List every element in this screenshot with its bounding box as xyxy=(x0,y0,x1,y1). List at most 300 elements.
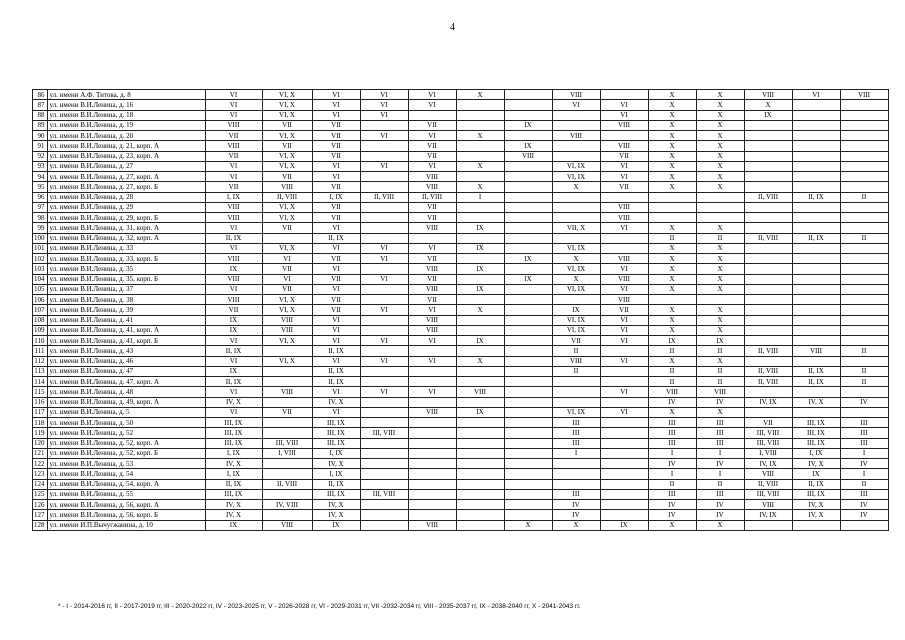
period-cell: X xyxy=(648,254,696,264)
period-cell: X xyxy=(648,325,696,335)
table-row xyxy=(33,264,889,274)
address-cell: ул. имени В.И.Ленина, д. 35 xyxy=(47,264,205,274)
period-cell: VII xyxy=(408,141,456,151)
period-cell: III, IX xyxy=(792,418,840,428)
period-cell: VI xyxy=(262,254,312,264)
period-cell: X xyxy=(648,264,696,274)
period-cell xyxy=(262,428,312,438)
period-cell: VI xyxy=(408,336,456,346)
period-cell xyxy=(792,284,840,294)
row-number: 98 xyxy=(33,213,48,223)
table-row xyxy=(33,520,889,530)
period-cell xyxy=(552,233,600,243)
table-row xyxy=(33,254,889,264)
period-cell: IX xyxy=(504,274,552,284)
period-cell xyxy=(792,305,840,315)
table-row xyxy=(33,336,889,346)
row-number: 116 xyxy=(33,397,48,407)
period-cell: VI xyxy=(312,407,360,417)
period-cell: VIII xyxy=(408,325,456,335)
period-cell: IX xyxy=(205,520,262,530)
period-cell: II, IX xyxy=(312,233,360,243)
period-cell xyxy=(840,202,888,212)
period-cell: IV xyxy=(696,397,744,407)
period-cell xyxy=(504,346,552,356)
period-cell xyxy=(600,366,648,376)
period-cell xyxy=(262,377,312,387)
period-cell: VIII xyxy=(744,500,792,510)
period-cell: I xyxy=(648,448,696,458)
period-cell xyxy=(792,295,840,305)
period-cell xyxy=(408,110,456,120)
period-cell xyxy=(744,223,792,233)
period-cell: III, IX xyxy=(792,489,840,499)
row-number: 91 xyxy=(33,141,48,151)
period-cell: VII xyxy=(262,284,312,294)
period-cell: II xyxy=(840,192,888,202)
period-cell xyxy=(504,377,552,387)
period-cell xyxy=(456,274,504,284)
period-cell: II xyxy=(648,479,696,489)
period-cell xyxy=(504,448,552,458)
period-cell: X xyxy=(696,172,744,182)
period-cell: VI xyxy=(360,336,408,346)
period-cell xyxy=(792,407,840,417)
period-cell xyxy=(504,325,552,335)
period-cell: VII xyxy=(312,202,360,212)
period-cell: X xyxy=(744,100,792,110)
period-cell: IV xyxy=(648,397,696,407)
table-row xyxy=(33,377,889,387)
row-number: 121 xyxy=(33,448,48,458)
address-cell: ул. имени И.П.Вычугжанина, д. 10 xyxy=(47,520,205,530)
period-cell: VIII xyxy=(205,295,262,305)
period-cell: II, VIII xyxy=(744,479,792,489)
period-cell: VI xyxy=(205,100,262,110)
period-cell: X xyxy=(696,141,744,151)
period-cell xyxy=(600,418,648,428)
period-cell xyxy=(840,295,888,305)
period-cell: VI xyxy=(205,336,262,346)
period-cell: VIII xyxy=(600,213,648,223)
period-cell: VI xyxy=(205,243,262,253)
period-cell: IV xyxy=(696,500,744,510)
period-cell: III xyxy=(552,418,600,428)
period-cell xyxy=(360,284,408,294)
table-row xyxy=(33,161,889,171)
table-row xyxy=(33,305,889,315)
period-cell xyxy=(360,264,408,274)
period-cell xyxy=(744,315,792,325)
period-cell xyxy=(262,233,312,243)
period-cell: VIII xyxy=(408,520,456,530)
row-number: 124 xyxy=(33,479,48,489)
period-cell: II xyxy=(696,346,744,356)
period-cell xyxy=(504,110,552,120)
period-cell: IV, X xyxy=(792,397,840,407)
period-cell xyxy=(456,120,504,130)
period-cell: III, VIII xyxy=(360,428,408,438)
period-cell: IV, X xyxy=(205,500,262,510)
period-cell: VI xyxy=(792,90,840,100)
address-cell: ул. имени В.И.Ленина, д. 38 xyxy=(47,295,205,305)
period-cell: III, VIII xyxy=(744,428,792,438)
period-cell: VI xyxy=(600,161,648,171)
period-cell: VI xyxy=(600,100,648,110)
address-cell: ул. имени В.И.Ленина, д. 35, корп. Б xyxy=(47,274,205,284)
period-cell: VIII xyxy=(696,387,744,397)
period-cell: VII xyxy=(408,120,456,130)
period-cell xyxy=(504,489,552,499)
period-cell: X xyxy=(696,120,744,130)
period-cell: VII xyxy=(262,223,312,233)
row-number: 115 xyxy=(33,387,48,397)
period-cell xyxy=(552,377,600,387)
period-cell xyxy=(792,243,840,253)
period-cell: X xyxy=(552,274,600,284)
period-cell xyxy=(360,141,408,151)
period-cell: I, IX xyxy=(312,469,360,479)
period-cell xyxy=(456,295,504,305)
period-cell: IV, X xyxy=(312,459,360,469)
row-number: 88 xyxy=(33,110,48,120)
row-number: 118 xyxy=(33,418,48,428)
period-cell xyxy=(600,397,648,407)
period-cell: X xyxy=(456,182,504,192)
period-cell xyxy=(456,479,504,489)
period-cell: VIII xyxy=(600,254,648,264)
address-cell: ул. имени В.И.Ленина, д. 21, корп. А xyxy=(47,141,205,151)
period-cell: X xyxy=(648,356,696,366)
period-cell: IV xyxy=(840,500,888,510)
period-cell: VI, X xyxy=(262,336,312,346)
period-cell xyxy=(360,407,408,417)
period-cell xyxy=(456,315,504,325)
period-cell: VII xyxy=(205,151,262,161)
period-cell xyxy=(360,213,408,223)
period-cell xyxy=(360,233,408,243)
table-row xyxy=(33,325,889,335)
period-cell: VI xyxy=(205,284,262,294)
period-cell xyxy=(408,459,456,469)
period-cell: IV xyxy=(552,510,600,520)
period-cell: IX xyxy=(456,407,504,417)
period-cell xyxy=(600,500,648,510)
period-cell: II, VIII xyxy=(262,479,312,489)
period-cell xyxy=(504,131,552,141)
period-cell xyxy=(408,346,456,356)
table-row xyxy=(33,182,889,192)
period-cell: VII xyxy=(262,120,312,130)
period-cell: IV xyxy=(840,459,888,469)
period-cell: VI xyxy=(312,284,360,294)
table-row xyxy=(33,315,889,325)
period-cell xyxy=(456,489,504,499)
period-cell: IV, X xyxy=(205,510,262,520)
period-cell: II, IX xyxy=(312,366,360,376)
period-cell: X xyxy=(648,90,696,100)
period-cell xyxy=(792,161,840,171)
period-cell: VI xyxy=(408,356,456,366)
address-cell: ул. имени В.И.Ленина, д. 32, корп. А xyxy=(47,233,205,243)
period-cell xyxy=(552,110,600,120)
table-row xyxy=(33,479,889,489)
period-cell xyxy=(840,223,888,233)
period-cell xyxy=(456,510,504,520)
table-row xyxy=(33,510,889,520)
period-cell: VIII xyxy=(408,284,456,294)
table-row xyxy=(33,110,889,120)
period-cell: X xyxy=(696,131,744,141)
period-cell xyxy=(552,469,600,479)
period-cell: IV xyxy=(840,510,888,520)
period-cell xyxy=(840,141,888,151)
period-cell xyxy=(744,141,792,151)
table-row xyxy=(33,243,889,253)
period-cell xyxy=(744,325,792,335)
period-cell: IX xyxy=(205,315,262,325)
period-cell: X xyxy=(552,254,600,264)
period-cell xyxy=(504,315,552,325)
table-row xyxy=(33,397,889,407)
period-cell: IX xyxy=(312,520,360,530)
period-cell xyxy=(504,438,552,448)
period-cell xyxy=(360,120,408,130)
period-cell: VII xyxy=(205,131,262,141)
row-number: 93 xyxy=(33,161,48,171)
period-cell xyxy=(456,428,504,438)
row-number: 110 xyxy=(33,336,48,346)
period-cell: III xyxy=(840,418,888,428)
period-cell xyxy=(360,346,408,356)
period-cell: II xyxy=(648,366,696,376)
row-number: 92 xyxy=(33,151,48,161)
period-cell: IX xyxy=(696,336,744,346)
address-cell: ул. имени В.И.Ленина, д. 55 xyxy=(47,489,205,499)
period-cell xyxy=(360,520,408,530)
period-cell: III xyxy=(552,428,600,438)
period-cell xyxy=(408,377,456,387)
period-cell: II, IX xyxy=(312,346,360,356)
table-row xyxy=(33,284,889,294)
period-cell xyxy=(552,479,600,489)
period-cell: VIII xyxy=(262,520,312,530)
period-cell: VI xyxy=(600,315,648,325)
period-cell xyxy=(600,428,648,438)
period-cell xyxy=(456,459,504,469)
period-cell: X xyxy=(696,274,744,284)
period-cell xyxy=(456,202,504,212)
period-cell xyxy=(840,110,888,120)
period-cell xyxy=(504,397,552,407)
period-cell xyxy=(504,366,552,376)
period-cell: II, IX xyxy=(312,479,360,489)
period-cell: VII xyxy=(408,213,456,223)
period-cell: II xyxy=(840,346,888,356)
period-cell: X xyxy=(552,182,600,192)
period-cell: VI xyxy=(312,336,360,346)
period-cell: IX xyxy=(205,325,262,335)
period-cell: VII xyxy=(262,141,312,151)
period-cell: II xyxy=(552,346,600,356)
period-cell xyxy=(456,346,504,356)
period-cell xyxy=(408,479,456,489)
period-cell: X xyxy=(456,356,504,366)
row-number: 99 xyxy=(33,223,48,233)
row-number: 100 xyxy=(33,233,48,243)
period-cell: VI xyxy=(312,90,360,100)
period-cell: X xyxy=(648,243,696,253)
period-cell: II xyxy=(648,346,696,356)
period-cell: II xyxy=(648,233,696,243)
period-cell xyxy=(840,356,888,366)
period-cell xyxy=(360,479,408,489)
period-cell: VI xyxy=(205,356,262,366)
period-cell: VIII xyxy=(408,172,456,182)
period-cell xyxy=(360,295,408,305)
period-cell: X xyxy=(696,264,744,274)
period-cell xyxy=(504,264,552,274)
period-cell: VI xyxy=(205,161,262,171)
period-cell: I xyxy=(648,469,696,479)
period-cell: VII xyxy=(744,418,792,428)
period-cell xyxy=(552,295,600,305)
period-cell: X xyxy=(696,407,744,417)
period-cell: IX xyxy=(205,366,262,376)
row-number: 104 xyxy=(33,274,48,284)
period-cell: VI xyxy=(360,131,408,141)
period-cell: VI xyxy=(312,110,360,120)
table-row xyxy=(33,131,889,141)
period-cell: IV, IX xyxy=(744,459,792,469)
period-cell: II xyxy=(696,479,744,489)
period-cell xyxy=(840,100,888,110)
period-cell: III xyxy=(696,428,744,438)
period-cell: VI xyxy=(312,315,360,325)
period-cell: III xyxy=(840,428,888,438)
period-cell xyxy=(504,387,552,397)
period-cell xyxy=(360,397,408,407)
period-cell: VI xyxy=(360,110,408,120)
row-number: 107 xyxy=(33,305,48,315)
period-cell: IV, X xyxy=(312,397,360,407)
row-number: 108 xyxy=(33,315,48,325)
period-cell: VIII xyxy=(744,469,792,479)
period-cell xyxy=(360,202,408,212)
period-cell: II xyxy=(840,377,888,387)
period-cell: X xyxy=(696,151,744,161)
table-row xyxy=(33,346,889,356)
period-cell: III xyxy=(696,489,744,499)
period-cell: II, IX xyxy=(792,233,840,243)
period-cell: VII xyxy=(312,141,360,151)
row-number: 105 xyxy=(33,284,48,294)
period-cell xyxy=(552,387,600,397)
period-cell: X xyxy=(648,141,696,151)
period-cell: II, VIII xyxy=(262,192,312,202)
period-cell: VI, IX xyxy=(552,172,600,182)
period-cell xyxy=(456,151,504,161)
period-cell: X xyxy=(696,325,744,335)
period-cell xyxy=(744,131,792,141)
period-cell xyxy=(840,336,888,346)
table-row xyxy=(33,459,889,469)
period-cell: VII xyxy=(408,295,456,305)
period-cell: II, IX xyxy=(205,346,262,356)
period-cell: III, IX xyxy=(205,418,262,428)
period-cell xyxy=(262,510,312,520)
address-cell: ул. имени В.И.Ленина, д. 27 xyxy=(47,161,205,171)
period-cell xyxy=(504,90,552,100)
period-cell xyxy=(600,131,648,141)
period-cell: I, IX xyxy=(205,469,262,479)
table-row xyxy=(33,223,889,233)
address-cell: ул. имени В.И.Ленина, д. 53 xyxy=(47,459,205,469)
period-cell xyxy=(552,141,600,151)
period-cell: III xyxy=(696,418,744,428)
period-cell: X xyxy=(696,223,744,233)
row-number: 126 xyxy=(33,500,48,510)
period-cell xyxy=(792,202,840,212)
period-cell xyxy=(456,325,504,335)
period-cell: VII, X xyxy=(552,223,600,233)
period-cell: X xyxy=(456,161,504,171)
period-cell xyxy=(744,172,792,182)
row-number: 113 xyxy=(33,366,48,376)
period-cell: X xyxy=(648,520,696,530)
period-cell xyxy=(504,510,552,520)
period-cell: VII xyxy=(312,151,360,161)
address-cell: ул. имени В.И.Ленина, д. 47, корп. А xyxy=(47,377,205,387)
table-body xyxy=(33,90,889,531)
period-cell: II, VIII xyxy=(360,192,408,202)
footnote: * - I - 2014-2016 гг, II - 2017-2019 гг, III - 2020-2022 гг, IV - 2023-2025 гг, V - 2026-2028 гг, VI - 2029-2031 гг, VII -2032-2034 гг, VIII - 2035-2037 гг, IX - 2038-2040 гг, X - 2041-2043 гг. xyxy=(58,603,581,610)
period-cell: VIII xyxy=(262,387,312,397)
table-row xyxy=(33,202,889,212)
period-cell xyxy=(504,192,552,202)
period-cell xyxy=(600,233,648,243)
period-cell xyxy=(792,172,840,182)
period-cell: VIII xyxy=(552,90,600,100)
period-cell: IV xyxy=(648,459,696,469)
period-cell xyxy=(504,202,552,212)
row-number: 90 xyxy=(33,131,48,141)
period-cell: IV, X xyxy=(205,397,262,407)
period-cell xyxy=(696,202,744,212)
period-cell: II, IX xyxy=(205,479,262,489)
row-number: 87 xyxy=(33,100,48,110)
period-cell: VIII xyxy=(205,141,262,151)
period-cell: VIII xyxy=(744,90,792,100)
period-cell xyxy=(360,377,408,387)
period-cell xyxy=(408,489,456,499)
period-cell xyxy=(504,469,552,479)
period-cell xyxy=(792,356,840,366)
period-cell: VI, X xyxy=(262,305,312,315)
period-cell xyxy=(456,397,504,407)
address-cell: ул. имени В.И.Ленина, д. 20 xyxy=(47,131,205,141)
period-cell xyxy=(840,520,888,530)
table-row xyxy=(33,274,889,284)
period-cell xyxy=(360,438,408,448)
address-cell: ул. имени В.И.Ленина, д. 31, корп. А xyxy=(47,223,205,233)
period-cell xyxy=(600,438,648,448)
period-cell: VI, X xyxy=(262,110,312,120)
period-cell: VI xyxy=(552,100,600,110)
period-cell: VII xyxy=(600,151,648,161)
period-cell xyxy=(744,520,792,530)
period-cell: VII xyxy=(408,202,456,212)
